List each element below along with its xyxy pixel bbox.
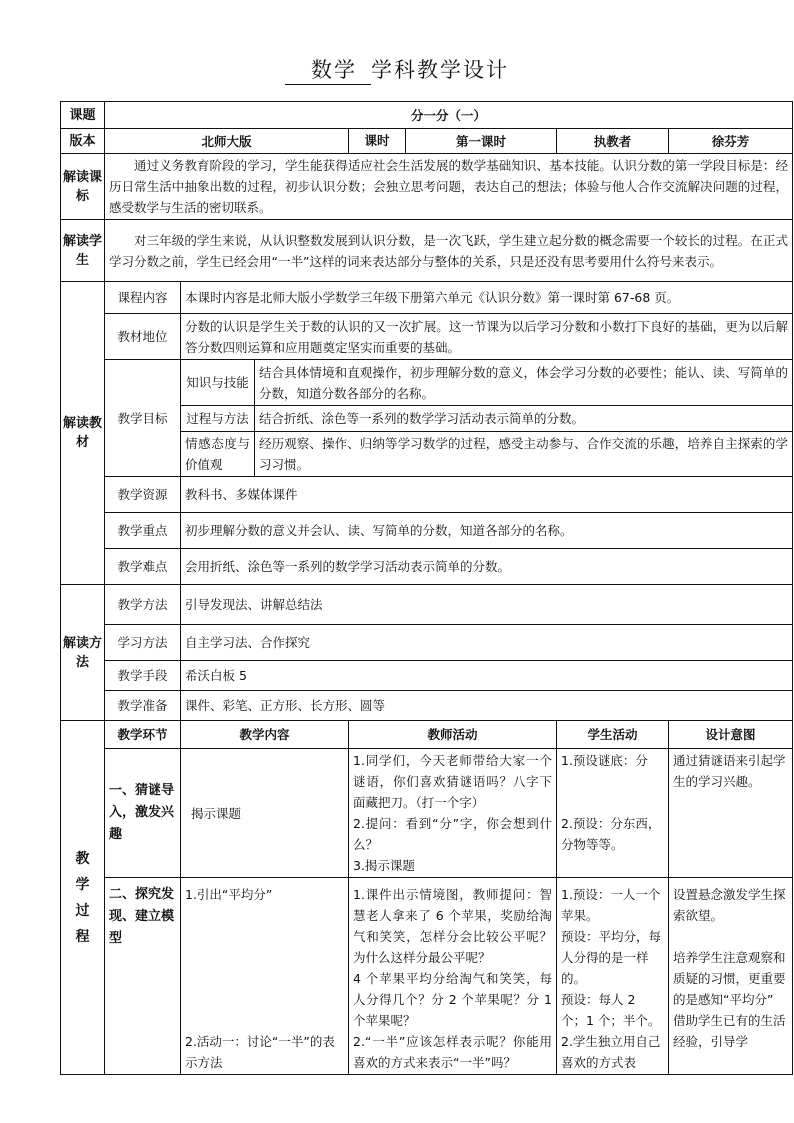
topic-label: 课题: [61, 102, 105, 129]
document-title: [0, 54, 794, 85]
means-text: 希沃白板 5: [181, 661, 793, 691]
stage-2: 二、探究发现、建立模型: [105, 878, 181, 1075]
header-stage: 教学环节: [105, 721, 181, 749]
resources-label: 教学资源: [105, 477, 181, 513]
key-label: 教学重点: [105, 513, 181, 549]
header-content: 教学内容: [181, 721, 349, 749]
methods-label: 解读方法: [61, 585, 105, 721]
content-2: 1.引出“平均分” 2.活动一：讨论“一半”的表示方法: [181, 878, 349, 1075]
header-student: 学生活动: [557, 721, 669, 749]
teacher-activity-2: 1.课件出示情境图，教师提问：智慧老人拿来了 6 个苹果，奖励给淘气和笑笑，怎样分会比较公平呢？为什么这样分最公平呢？ 4 个苹果平均分给淘气和笑笑，每人分得几个？分 2 个苹果呢？分 1 个苹果呢？ 2.“一半”应该怎样表示呢？你能用喜欢的方式来表示“一半”吗？: [349, 878, 557, 1075]
period-label: 课时: [349, 129, 406, 153]
student-activity-2: 1.预设：一人一个苹果。 预设：平均分，每人分得的是一样的。 预设：每人 2 个；1 个；半个。 2.学生独立用自己喜欢的方式表: [557, 878, 669, 1075]
goal-text-process: 结合折纸、涂色等一系列的数学学习活动表示简单的分数。: [255, 406, 793, 432]
means-label: 教学手段: [105, 661, 181, 691]
lesson-plan-table: [60, 101, 793, 1075]
teacher-value: 徐芬芳: [669, 129, 793, 154]
content-label: 课程内容: [105, 282, 181, 314]
process-label: [61, 721, 105, 1075]
material-label: 解读教材: [61, 282, 105, 585]
period-cell: [349, 129, 557, 154]
prep-label: 教学准备: [105, 691, 181, 721]
learn-method-label: 学习方法: [105, 625, 181, 661]
key-text: 初步理解分数的意义并会认、读、写简单的分数，知道各部分的名称。: [181, 513, 793, 549]
topic-value: 分一分（一）: [105, 102, 793, 129]
title-rest: 学科教学设计: [371, 58, 509, 82]
design-intent-2: 设置悬念激发学生探索欲望。 培养学生注意观察和质疑的习惯，更重要的是感知“平均分” 借助学生已有的生活经验，引导学: [669, 878, 793, 1075]
header-intent: 设计意图: [669, 721, 793, 749]
students-label: 解读学生: [61, 220, 105, 282]
goals-label: 教学目标: [105, 360, 181, 477]
process-label-text: 教学过程: [75, 850, 90, 945]
students-text: 对三年级的学生来说，从认识整数发展到认识分数，是一次飞跃，学生建立起分数的概念需要一个较长的过程。在正式学习分数之前，学生已经会用“一半”这样的词来表达部分与整体的关系，只是还没有思考要用什么符号来表示。: [105, 220, 793, 282]
content-text: 本课时内容是北师大版小学数学三年级下册第六单元《认识分数》第一课时第 67-68 页。: [181, 282, 793, 314]
goal-label-attitude: 情感态度与价值观: [181, 432, 255, 477]
goal-text-knowledge: 结合具体情境和直观操作，初步理解分数的意义，体会学习分数的必要性；能认、读、写简单的分数，知道分数各部分的名称。: [255, 360, 793, 406]
resources-text: 教科书、多媒体课件: [181, 477, 793, 513]
header-teacher: 教师活动: [349, 721, 557, 749]
stage-1: 一、猜谜导入，激发兴趣: [105, 749, 181, 878]
difficulty-label: 教学难点: [105, 549, 181, 585]
position-label: 教材地位: [105, 314, 181, 360]
standards-text: 通过义务教育阶段的学习，学生能获得适应社会生活发展的数学基础知识、基本技能。认识分数的第一学段目标是：经历日常生活中抽象出数的过程，初步认识分数；会独立思考问题，表达自己的想法；体验与他人合作交流解决问题的过程，感受数学与生活的密切联系。: [105, 154, 793, 220]
student-activity-1: 1.预设谜底：分 2.预设：分东西，分物等等。: [557, 749, 669, 878]
goal-text-attitude: 经历观察、操作、归纳等学习数学的过程，感受主动参与、合作交流的乐趣，培养自主探索的学习习惯。: [255, 432, 793, 477]
teacher-activity-1: 1.同学们，今天老师带给大家一个谜语，你们喜欢猜谜语吗？八字下面藏把刀。（打一个字） 2.提问：看到“分”字，你会想到什么？ 3.揭示课题: [349, 749, 557, 878]
learn-method-text: 自主学习法、合作探究: [181, 625, 793, 661]
goal-label-knowledge: 知识与技能: [181, 360, 255, 406]
design-intent-1: 通过猜谜语来引起学生的学习兴趣。: [669, 749, 793, 878]
version-label: 版本: [61, 129, 105, 154]
standards-label: 解读课标: [61, 154, 105, 220]
teach-method-text: 引导发现法、讲解总结法: [181, 585, 793, 625]
content-1: 揭示课题: [181, 749, 349, 878]
teach-method-label: 教学方法: [105, 585, 181, 625]
teacher-label: 执教者: [557, 129, 669, 154]
version-value: 北师大版: [105, 129, 349, 154]
title-subject: 数学: [285, 54, 371, 85]
prep-text: 课件、彩笔、正方形、长方形、圆等: [181, 691, 793, 721]
period-value: 第一课时: [455, 133, 506, 149]
position-text: 分数的认识是学生关于数的认识的又一次扩展。这一节课为以后学习分数和小数打下良好的基础，更为以后解答分数四则运算和应用题奠定坚实而重要的基础。: [181, 314, 793, 360]
goal-label-process: 过程与方法: [181, 406, 255, 432]
difficulty-text: 会用折纸、涂色等一系列的数学学习活动表示简单的分数。: [181, 549, 793, 585]
